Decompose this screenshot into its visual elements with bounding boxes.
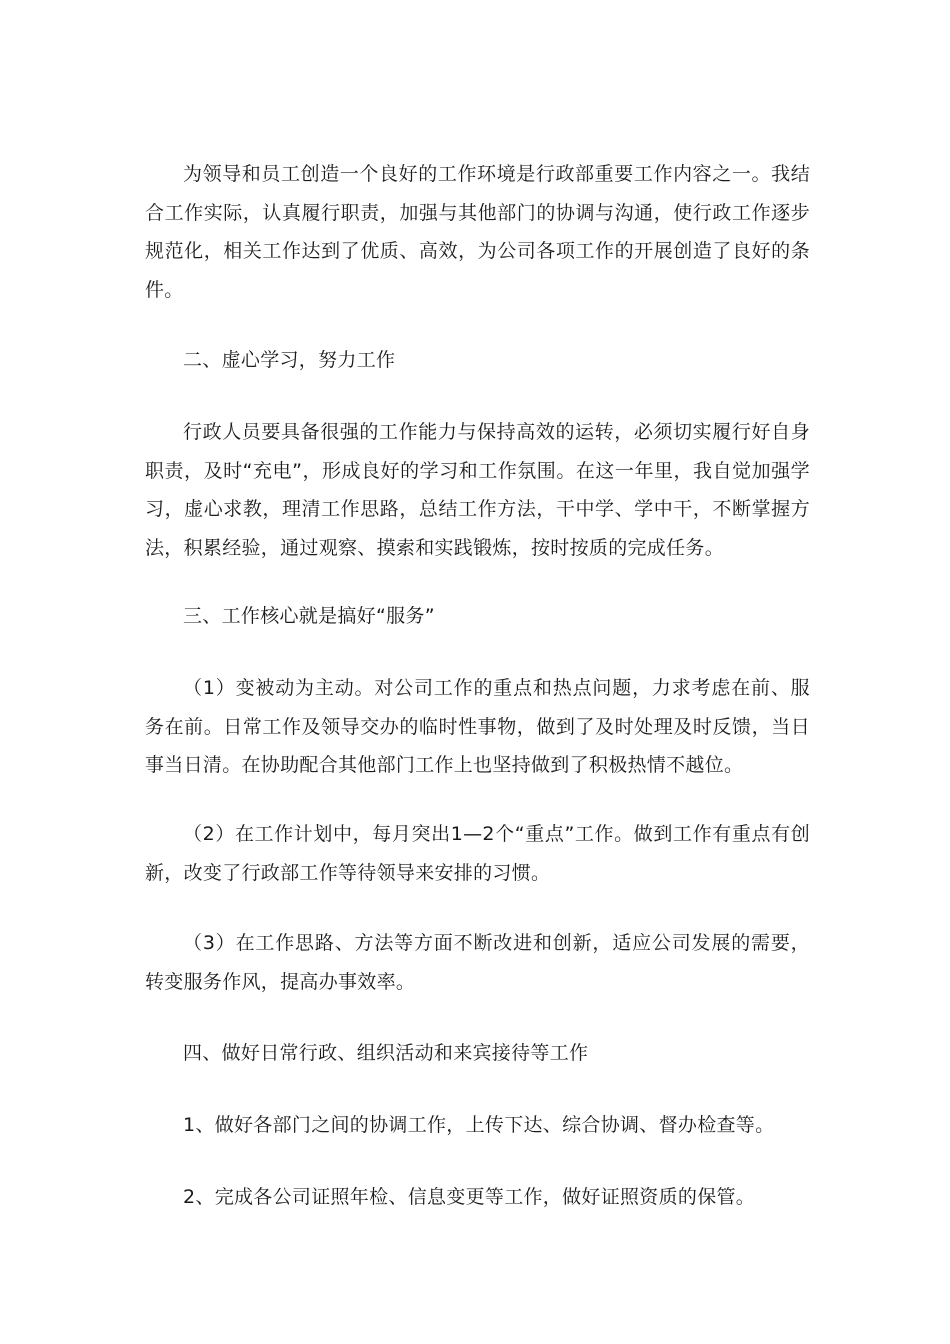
paragraph-learning: 行政人员要具备很强的工作能力与保持高效的运转，必须切实履行好自身职责，及时“充电”，形成良好的学习和工作氛围。在这一年里，我自觉加强学习，虚心求教，理清工作思路，总结工作方法，干中学、学中干，不断掌握方法，积累经验，通过观察、摸索和实践锻炼，按时按质的完成任务。 — [145, 421, 810, 559]
paragraph-service-2: （2）在工作计划中，每月突出1—2个“重点”工作。做到工作有重点有创新，改变了行政部工作等待领导来安排的习惯。 — [145, 823, 810, 884]
section-heading-4: 四、做好日常行政、组织活动和来宾接待等工作 — [183, 1042, 589, 1064]
section-heading-3: 三、工作核心就是搞好“服务” — [183, 605, 435, 627]
paragraph-work-environment: 为领导和员工创造一个良好的工作环境是行政部重要工作内容之一。我结合工作实际，认真履行职责，加强与其他部门的协调与沟通，使行政工作逐步规范化，相关工作达到了优质、高效，为公司各项工作的开展创造了良好的条件。 — [145, 163, 810, 301]
list-item-2: 2、完成各公司证照年检、信息变更等工作，做好证照资质的保管。 — [183, 1186, 756, 1208]
list-item-1: 1、做好各部门之间的协调工作，上传下达、综合协调、督办检查等。 — [183, 1114, 775, 1136]
paragraph-service-1: （1）变被动为主动。对公司工作的重点和热点问题，力求考虑在前、服务在前。日常工作及领导交办的临时性事物，做到了及时处理及时反馈，当日事当日清。在协助配合其他部门工作上也坚持做到了积极热情不越位。 — [145, 677, 810, 776]
section-heading-2: 二、虚心学习，努力工作 — [183, 349, 396, 371]
paragraph-service-3: （3）在工作思路、方法等方面不断改进和创新，适应公司发展的需要，转变服务作风，提高办事效率。 — [145, 932, 810, 993]
